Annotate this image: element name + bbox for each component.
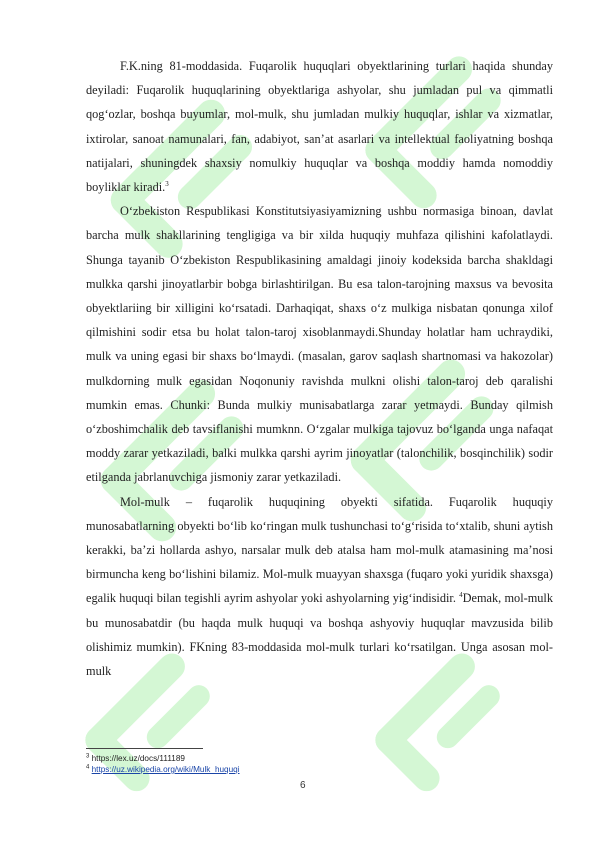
footnote-4	[86, 764, 386, 775]
paragraph-2	[86, 199, 553, 489]
paragraph-2-text: O‘zbekiston Respublikasi Konstitutsiyasiyamizning ushbu normasiga binoan, davlat barcha mulk shakllarining tengligiga va bir xilda huquqiy muhfaza qilishini kafolatlaydi. Shunga tayanib O‘zbekiston Respublikasining amaldagi jinoiy kodeksida barcha shakldagi mulkka qarshi jinoyatlarbir bobga birlashtirilgan. Bu esa talon-tarojning maxsus va bevosita obyektlariing bir xilligini ko‘rsatadi. Darhaqiqat, shaxs o‘z mulkiga nisbatan qonunga xilof qilmishini sodir etsa bu holat talon-taroj xisoblanmaydi.Shunday holatlar ham uchraydiki, mulk va uning egasi bir shaxs bo‘lmaydi. (masalan, garov saqlash shartnomasi va hakozolar) mulkdorning mulk egasidan Noqonuniy ravishda mulkni olishi talon-taroj deb qaralishi mumkin emas. Chunki: Bunda mulkiy munisabatlarga zarar yetmaydi. Bunday qilmish o‘zboshimchalik deb tavsiflanishi mumknn. O‘zgalar mulkiga tajovuz bo‘lganda unga nafaqat moddy zarar yetkaziladi, balki mulkka qarshi ayrim jinoyatlar (talonchilik, bosqinchilik) sodir etilganda jabrlanuvchiga jismoniy zarar yetkaziladi.	[86, 204, 553, 485]
footnote-divider	[86, 748, 203, 749]
paragraph-1-text: F.K.ning 81-moddasida. Fuqarolik huquqlari obyektlarining turlari haqida shunday deyiladi: Fuqarolik huquqlarining obyektlariga ashyolar, shu jumladan pul va qimmatli qog‘ozlar, boshqa buyumlar, mol-mulk, shu jumladan mulkiy huquqlar, ishlar va xizmatlar, ixtirolar, sanoat namunalari, fan, adabiyot, san’at asarlari va intellektual faoliyatning boshqa natijalari, shuningdek shaxsiy nomulkiy huquqlar va boshqa moddiy hamda nomoddiy boyliklar kiradi.	[86, 59, 553, 195]
footnote-4-link[interactable]: https://uz.wikipedia.org/wiki/Mulk_huquqi	[91, 765, 240, 774]
paragraph-3	[86, 490, 553, 684]
footnote-3-number: 3	[86, 753, 90, 760]
footnote-3-text: https://lex.uz/docs/111189	[91, 754, 185, 763]
paragraph-3-continuation: Demak, mol-mulk bu munosabatdir (bu haqda mulk huquqi va boshqa ashyoviy huquqlar mavzusida bilib olishimiz mumkin). FKning 83-moddasida mol-mulk turlari ko‘rsatilgan. Unga asosan mol-mulk	[86, 591, 553, 679]
paragraph-3-text: Mol-mulk – fuqarolik huquqining obyekti sifatida. Fuqarolik huquqiy munosabatlarning obyekti bo‘lib ko‘ringan mulk tushunchasi to‘g‘risida to‘xtalib, shuni aytish kerakki, ba’zi hollarda ashyo, narsalar mulk deb atalsa ham mol-mulk atamasining ma’nosi birmuncha keng bo‘lishini bilamiz. Mol-mulk muayyan shaxsga (fuqaro yoki yuridik shaxsga) egalik huquqi bilan tegishli ayrim ashyolar yoki ashyolarning yig‘indisidir.	[86, 494, 553, 606]
page-number: 6	[300, 780, 306, 791]
footnote-4-number: 4	[86, 764, 90, 771]
footnote-ref-4[interactable]: 4	[459, 591, 463, 600]
paragraph-1	[86, 54, 553, 199]
footnotes	[86, 748, 386, 775]
footnote-ref-3[interactable]: 3	[165, 179, 169, 188]
document-body	[86, 54, 553, 683]
footnote-3	[86, 753, 386, 764]
